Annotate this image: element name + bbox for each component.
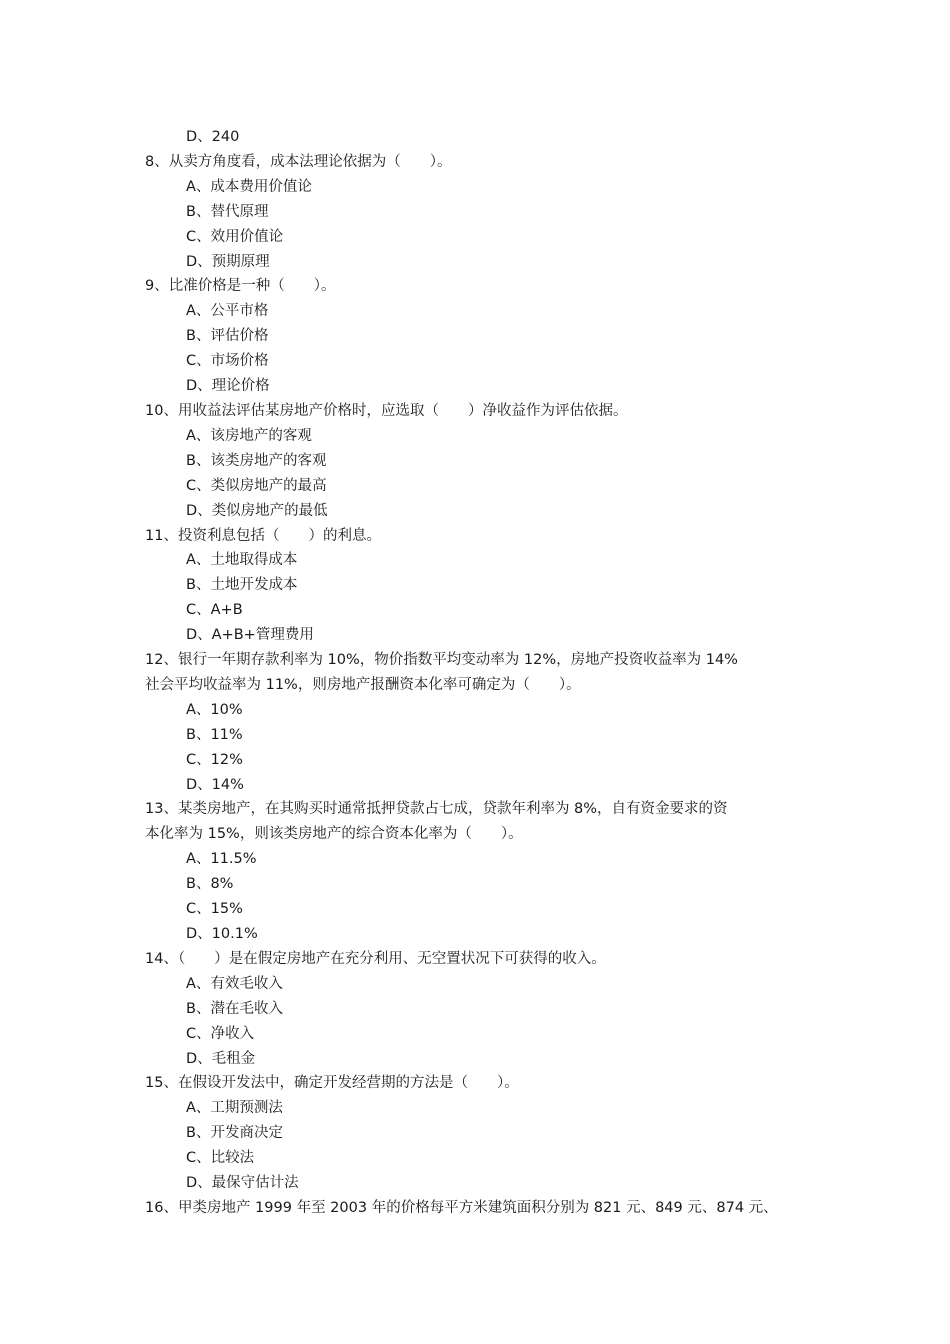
answer-option: D、14% — [186, 776, 244, 793]
question-line: 12、银行一年期存款利率为 10%，物价指数平均变动率为 12%，房地产投资收益率为 14% — [145, 652, 738, 669]
question-line: 社会平均收益率为 11%，则房地产报酬资本化率可确定为（ ）。 — [145, 676, 581, 693]
answer-option: B、8% — [186, 876, 234, 893]
answer-option: A、10% — [186, 701, 243, 718]
question-line: 16、甲类房地产 1999 年至 2003 年的价格每平方米建筑面积分别为 821 元、849 元、874 元、 — [145, 1199, 778, 1216]
answer-option: B、潜在毛收入 — [186, 1000, 283, 1017]
answer-option: C、15% — [186, 901, 243, 918]
answer-option: B、11% — [186, 726, 243, 743]
answer-option: D、预期原理 — [186, 253, 270, 270]
question-line: 本化率为 15%，则该类房地产的综合资本化率为（ ）。 — [145, 826, 523, 843]
question-line: 13、某类房地产，在其购买时通常抵押贷款占七成，贷款年利率为 8%，自有资金要求的资 — [145, 801, 728, 818]
answer-option: C、类似房地产的最高 — [186, 477, 327, 494]
answer-option: A、工期预测法 — [186, 1100, 283, 1117]
answer-option: D、10.1% — [186, 926, 258, 942]
answer-option: B、开发商决定 — [186, 1125, 283, 1142]
answer-option: C、净收入 — [186, 1025, 255, 1042]
answer-option: A、土地取得成本 — [186, 552, 298, 569]
answer-option: B、评估价格 — [186, 328, 269, 345]
answer-option: B、替代原理 — [186, 203, 269, 220]
answer-option: B、土地开发成本 — [186, 577, 298, 594]
question-line: 9、比准价格是一种（ ）。 — [145, 278, 336, 295]
answer-option: C、12% — [186, 751, 243, 768]
answer-option: C、比较法 — [186, 1150, 255, 1167]
answer-option: A、有效毛收入 — [186, 975, 283, 992]
answer-option: A、成本费用价值论 — [186, 178, 312, 195]
answer-option: D、理论价格 — [186, 378, 270, 395]
question-line: 15、在假设开发法中，确定开发经营期的方法是（ ）。 — [145, 1075, 519, 1092]
answer-option: C、效用价值论 — [186, 228, 284, 245]
answer-option: D、最保守估计法 — [186, 1175, 299, 1192]
answer-option: D、A+B+管理费用 — [186, 627, 314, 644]
answer-option: B、该类房地产的客观 — [186, 452, 327, 469]
answer-option: D、240 — [186, 129, 240, 145]
question-line: 11、投资利息包括（ ）的利息。 — [145, 527, 381, 544]
answer-option: D、毛租金 — [186, 1050, 256, 1067]
question-line: 8、从卖方角度看，成本法理论依据为（ ）。 — [145, 153, 452, 170]
answer-option: D、类似房地产的最低 — [186, 502, 328, 519]
answer-option: C、市场价格 — [186, 353, 269, 370]
answer-option: A、公平市格 — [186, 303, 269, 320]
question-line: 10、用收益法评估某房地产价格时，应选取（ ）净收益作为评估依据。 — [145, 402, 628, 419]
answer-option: A、该房地产的客观 — [186, 427, 312, 444]
document-body — [145, 125, 825, 1221]
question-line: 14、（ ）是在假定房地产在充分利用、无空置状况下可获得的收入。 — [145, 950, 606, 967]
answer-option: C、A+B — [186, 602, 243, 619]
answer-option: A、11.5% — [186, 851, 257, 868]
